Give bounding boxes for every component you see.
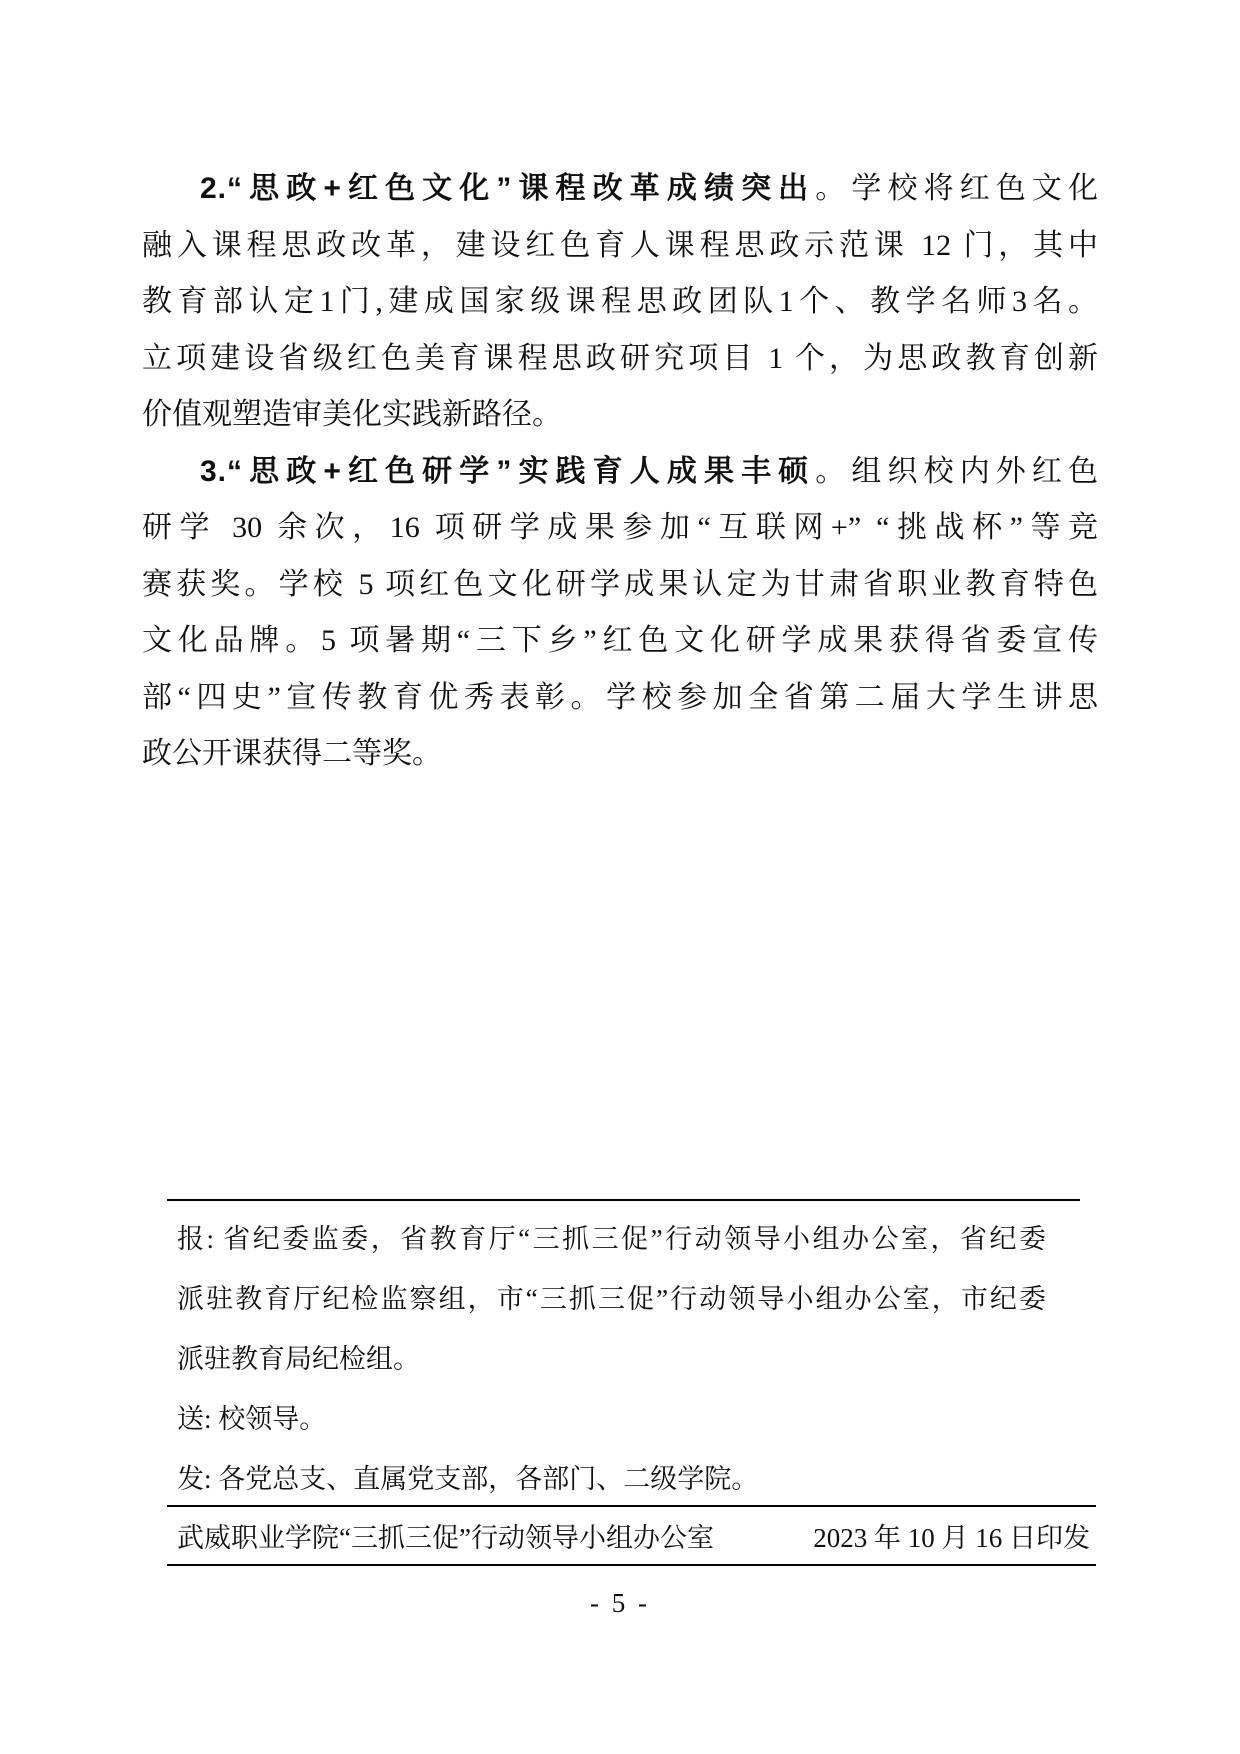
text-run: 研学 30 余次，16 项研学成果参加“互联网+” “挑战杯”等竞 bbox=[142, 511, 1098, 544]
text-run: 报: 省纪委监委，省教育厅“三抓三促”行动领导小组办公室，省纪委 bbox=[177, 1224, 1046, 1254]
text-line bbox=[142, 387, 1098, 444]
print-date: 2023 年 10 月 16 日印发 bbox=[813, 1523, 1090, 1553]
text-run: 部“四史”宣传教育优秀表彰。学校参加全省第二届大学生讲思 bbox=[142, 680, 1098, 714]
imprint-footer bbox=[167, 1505, 1096, 1566]
text-line bbox=[177, 1389, 1046, 1449]
text-line bbox=[142, 726, 1098, 783]
text-line bbox=[177, 1449, 1046, 1509]
text-line bbox=[142, 161, 1098, 218]
text-run: 教育部认定1门,建成国家级课程思政团队1个、教学名师3名。 bbox=[142, 285, 1098, 318]
text-line bbox=[142, 444, 1098, 501]
bold-heading-run: 3.“思政+红色研学”实践育人成果丰硕 bbox=[200, 454, 816, 488]
distribution-list-block bbox=[167, 1199, 1080, 1509]
text-run: 价值观塑造审美化实践新路径。 bbox=[142, 398, 562, 431]
text-run: 融入课程思政改革，建设红色育人课程思政示范课 12 门，其中 bbox=[142, 228, 1098, 262]
text-run: 立项建设省级红色美育课程思政研究项目 1 个，为思政教育创新 bbox=[142, 341, 1098, 375]
text-run: 送: 校领导。 bbox=[177, 1404, 327, 1434]
text-run: 文化品牌。5 项暑期“三下乡”红色文化研学成果获得省委宣传 bbox=[142, 624, 1098, 657]
text-line bbox=[177, 1329, 1046, 1389]
text-line bbox=[142, 274, 1098, 331]
page-number: - 5 - bbox=[590, 1588, 650, 1618]
paragraph-2 bbox=[142, 161, 1098, 444]
text-line bbox=[177, 1209, 1046, 1269]
text-line bbox=[142, 613, 1098, 670]
issuing-office: 武威职业学院“三抓三促”行动领导小组办公室 bbox=[177, 1523, 714, 1553]
text-line bbox=[142, 670, 1098, 727]
text-run: 派驻教育局纪检组。 bbox=[177, 1344, 420, 1374]
document-body bbox=[142, 161, 1098, 783]
text-run: 派驻教育厅纪检监察组，市“三抓三促”行动领导小组办公室，市纪委 bbox=[177, 1284, 1046, 1314]
text-line bbox=[142, 331, 1098, 388]
text-line bbox=[142, 500, 1098, 557]
paragraph-3 bbox=[142, 444, 1098, 783]
text-run: 政公开课获得二等奖。 bbox=[142, 737, 442, 770]
text-run: 。学校将红色文化 bbox=[815, 172, 1098, 205]
bold-heading-run: 2.“思政+红色文化”课程改革成绩突出 bbox=[200, 172, 816, 205]
text-line bbox=[142, 218, 1098, 275]
text-run: 发: 各党总支、直属党支部，各部门、二级学院。 bbox=[177, 1464, 759, 1494]
text-run: 。组织校内外红色 bbox=[815, 454, 1098, 488]
text-run: 赛获奖。学校 5 项红色文化研学成果认定为甘肃省职业教育特色 bbox=[142, 567, 1098, 601]
text-line bbox=[142, 557, 1098, 614]
text-line bbox=[177, 1269, 1046, 1329]
